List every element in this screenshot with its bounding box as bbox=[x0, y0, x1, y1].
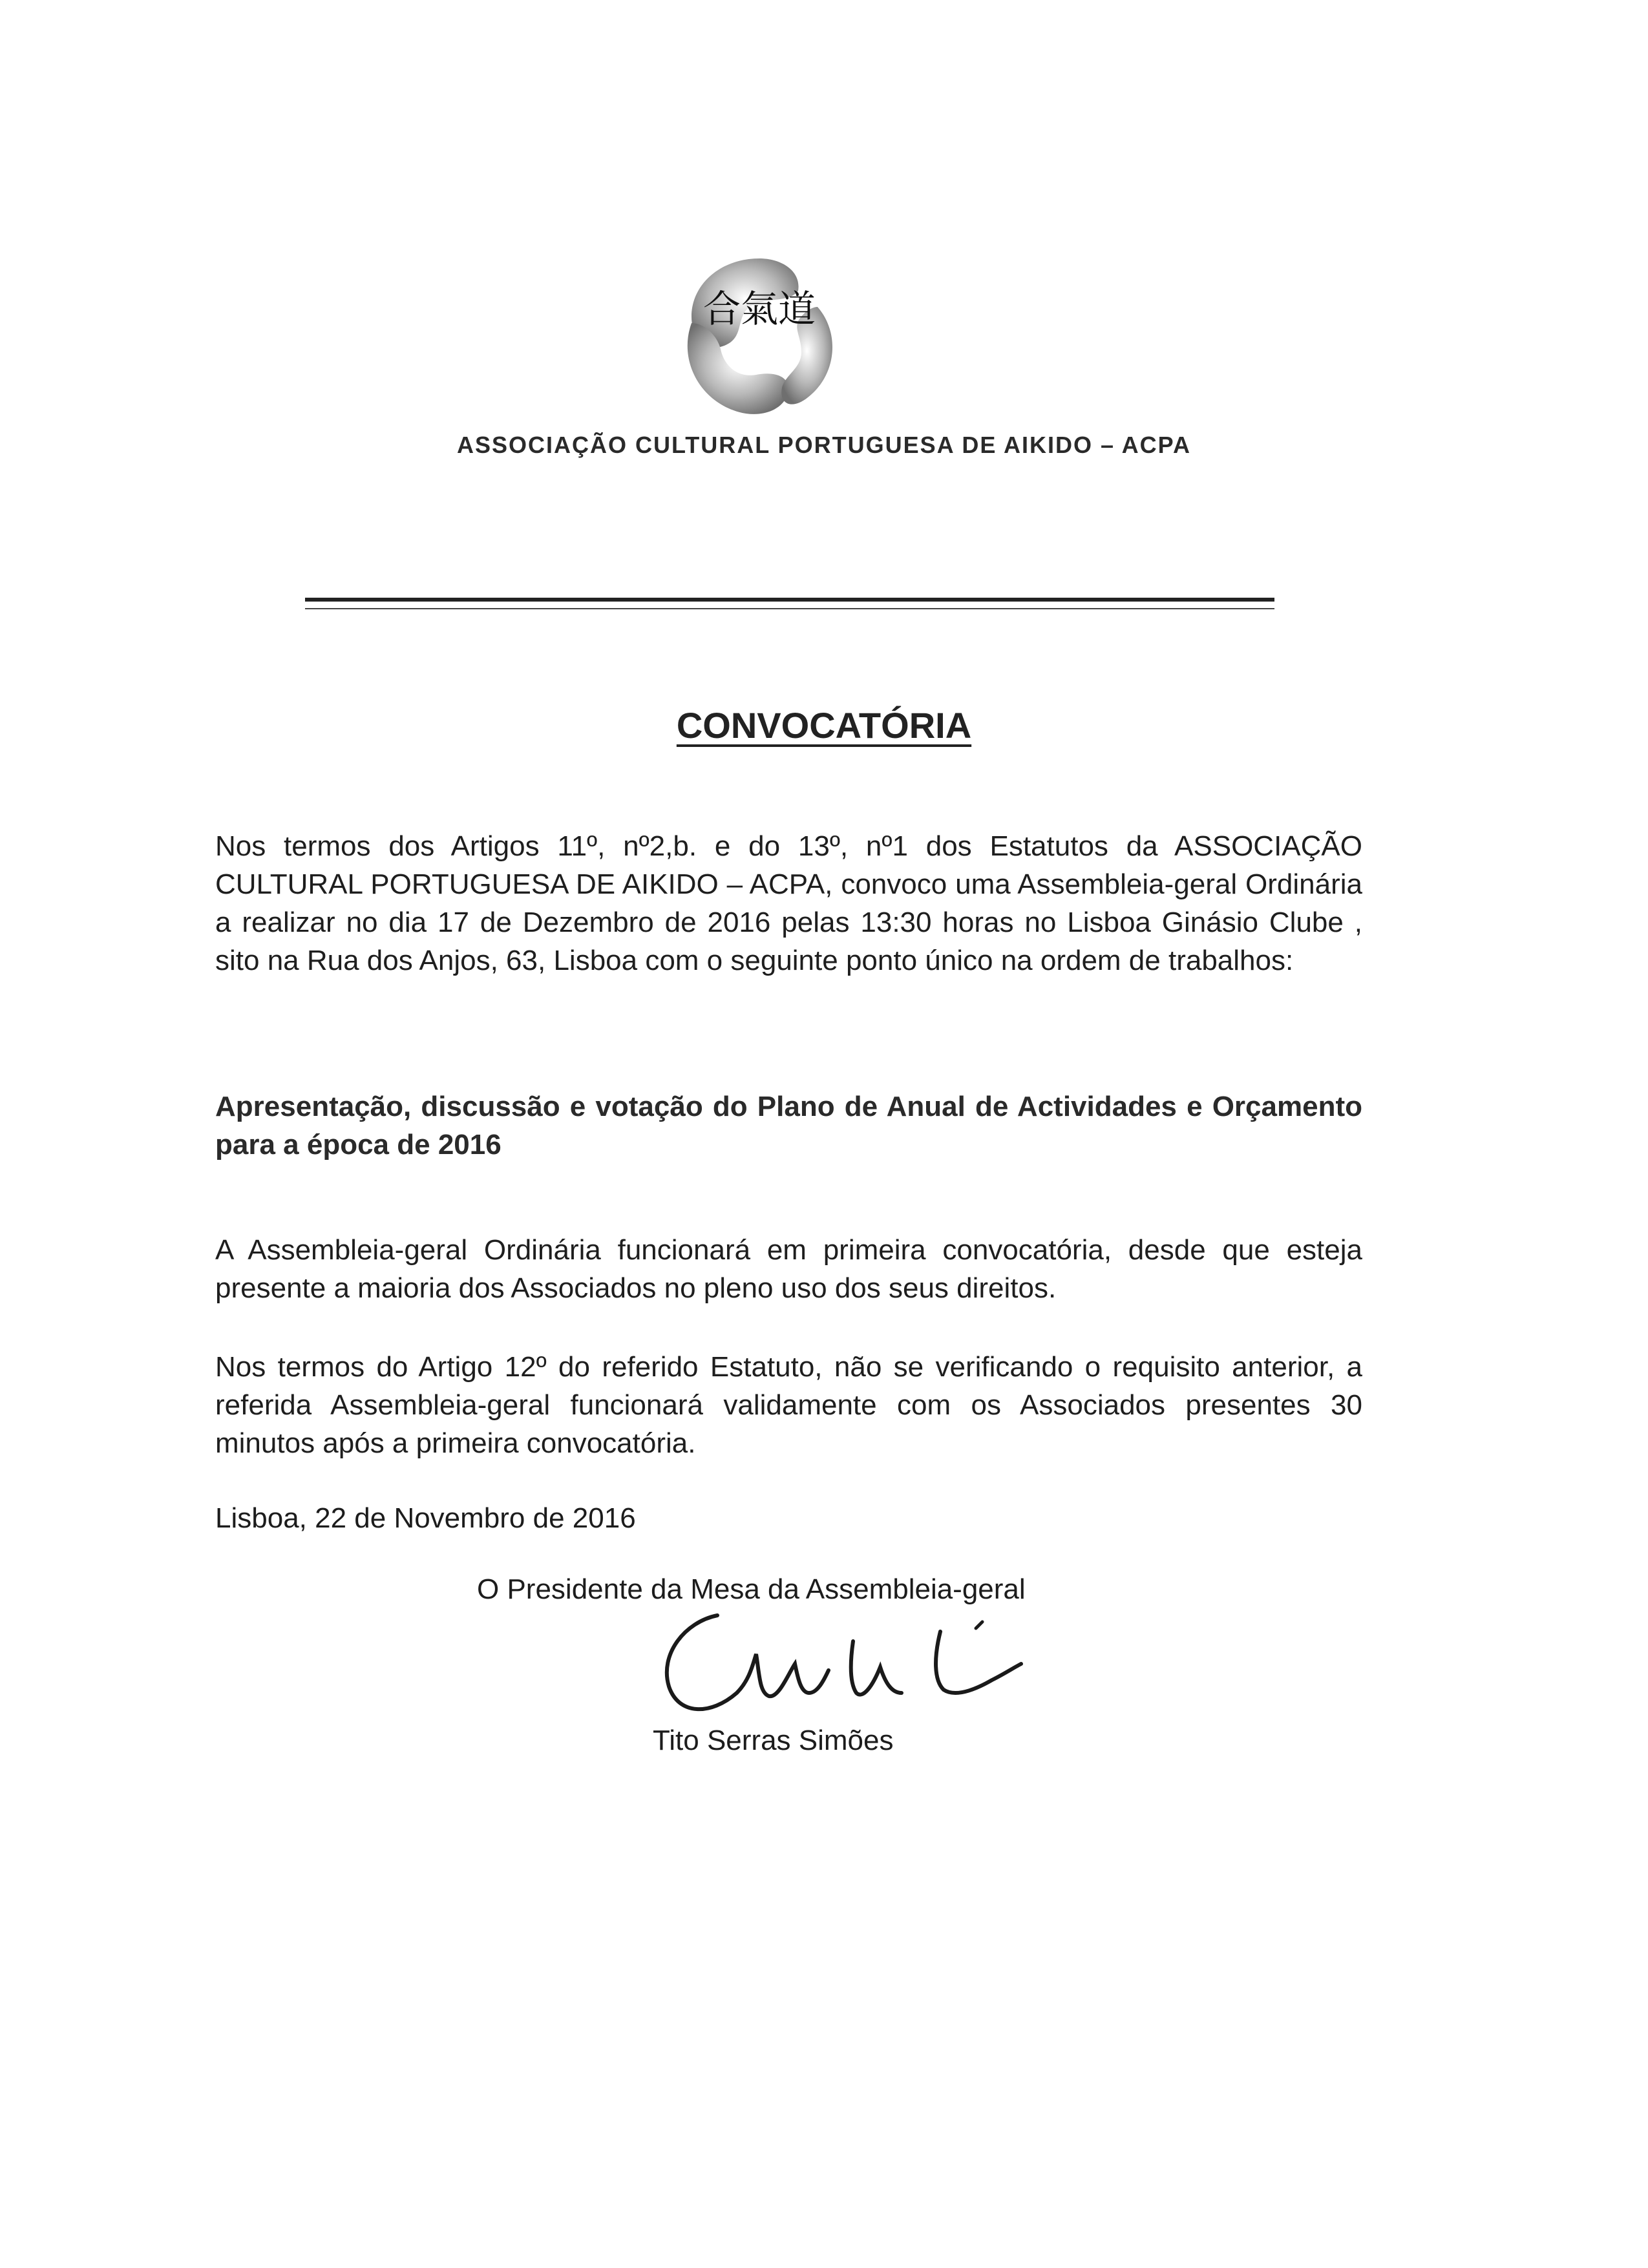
quorum-paragraph: A Assembleia-geral Ordinária funcionará em primeira convocatória, desde que esteja presente a maioria dos Associados no pleno uso dos seus direitos. bbox=[215, 1234, 1362, 1304]
aikido-logo-icon bbox=[653, 246, 866, 433]
agenda-item: Apresentação, discussão e votação do Plano de Anual de Actividades e Orçamento para a época de 2016 bbox=[215, 1091, 1362, 1160]
document-title: CONVOCATÓRIA bbox=[676, 705, 972, 746]
header-rule-thick bbox=[305, 598, 1274, 602]
handwritten-signature bbox=[640, 1602, 1041, 1732]
second-call-paragraph: Nos termos do Artigo 12º do referido Estatuto, não se verificando o requisito anterior, a referida Assembleia-geral funcionará validamente com os Associados presentes 30 minutos após a primeira convocatória. bbox=[215, 1351, 1362, 1459]
signer-name: Tito Serras Simões bbox=[653, 1725, 894, 1756]
header-rule-thin bbox=[305, 608, 1274, 609]
organization-name: ASSOCIAÇÃO CULTURAL PORTUGUESA DE AIKIDO – ACPA bbox=[456, 432, 1192, 458]
signer-role: O Presidente da Mesa da Assembleia-geral bbox=[477, 1573, 1026, 1605]
logo-kanji: 合氣道 bbox=[703, 287, 816, 331]
convocation-paragraph: Nos termos dos Artigos 11º, nº2,b. e do 13º, nº1 dos Estatutos da ASSOCIAÇÃO CULTURAL PORTUGUESA DE AIKIDO – ACPA, convoco uma Assembleia-geral Ordinária a realizar no dia 17 de Dezembro de 2016 pelas 13:30 horas no Lisboa Ginásio Clube , sito na Rua dos Anjos, 63, Lisboa com o seguinte ponto único na ordem de trabalhos: bbox=[215, 830, 1362, 976]
place-and-date: Lisboa, 22 de Novembro de 2016 bbox=[215, 1502, 636, 1534]
